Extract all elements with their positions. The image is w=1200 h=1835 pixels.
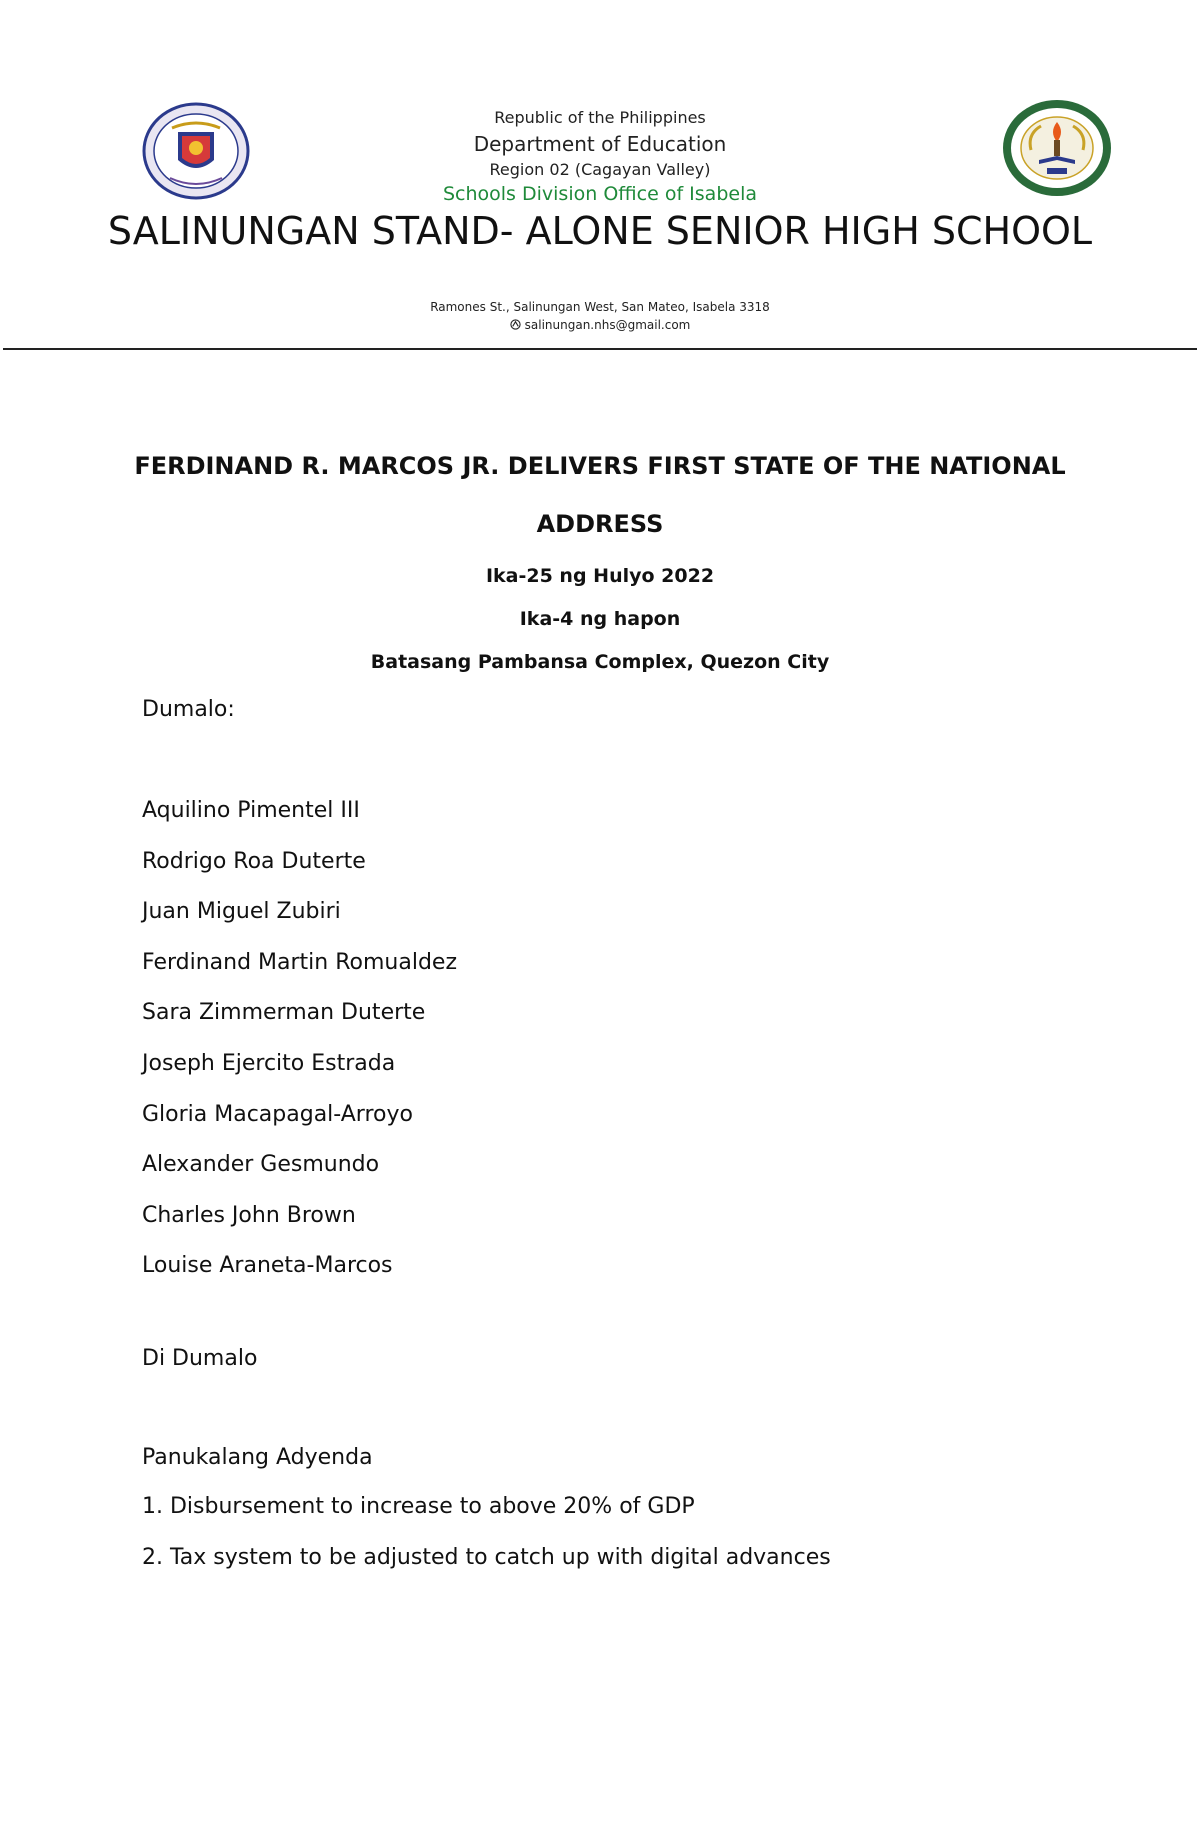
absent-label: Di Dumalo <box>142 1346 258 1371</box>
agenda-item: 2. Tax system to be adjusted to catch up with digital advances <box>142 1545 831 1570</box>
republic-line: Republic of the Philippines <box>494 108 706 127</box>
attendee-item: Louise Araneta-Marcos <box>142 1253 393 1279</box>
attendee-item: Ferdinand Martin Romualdez <box>142 949 458 975</box>
meeting-date: Ika-25 ng Hulyo 2022 <box>485 565 715 587</box>
school-address: Ramones St., Salinungan West, San Mateo, Isabela 3318 <box>430 300 770 314</box>
attendees-label: Dumalo: <box>142 697 235 722</box>
attendees-list <box>142 796 457 1302</box>
meeting-venue: Batasang Pambansa Complex, Quezon City <box>370 651 830 673</box>
attendee-item: Alexander Gesmundo <box>142 1152 380 1178</box>
document-title-line-2: ADDRESS <box>536 510 664 538</box>
school-email: salinungan.nhs@gmail.com <box>524 318 691 332</box>
division-line: Schools Division Office of Isabela <box>442 183 757 205</box>
attendee-item: Juan Miguel Zubiri <box>142 899 341 925</box>
attendee-item: Aquilino Pimentel III <box>142 798 360 823</box>
school-name: SALINUNGAN STAND- ALONE SENIOR HIGH SCHOOL <box>107 209 1093 253</box>
agenda-label: Panukalang Adyenda <box>142 1445 373 1470</box>
agenda-item: 1. Disbursement to increase to above 20% of GDP <box>142 1494 695 1519</box>
attendee-item: Joseph Ejercito Estrada <box>142 1050 396 1076</box>
attendee-item: Rodrigo Roa Duterte <box>142 848 366 874</box>
department-line: Department of Education <box>473 132 727 156</box>
school-email-line <box>0 318 1200 332</box>
attendee-item: Sara Zimmerman Duterte <box>142 1000 426 1026</box>
meeting-time: Ika-4 ng hapon <box>519 608 681 630</box>
header-divider <box>3 348 1197 350</box>
letterhead <box>0 0 1200 352</box>
region-line: Region 02 (Cagayan Valley) <box>489 160 711 179</box>
attendee-item: Charles John Brown <box>142 1202 356 1228</box>
attendee-item: Gloria Macapagal-Arroyo <box>142 1101 413 1127</box>
document-title-line-1: FERDINAND R. MARCOS JR. DELIVERS FIRST STATE OF THE NATIONAL <box>134 452 1066 480</box>
email-icon <box>510 319 521 330</box>
